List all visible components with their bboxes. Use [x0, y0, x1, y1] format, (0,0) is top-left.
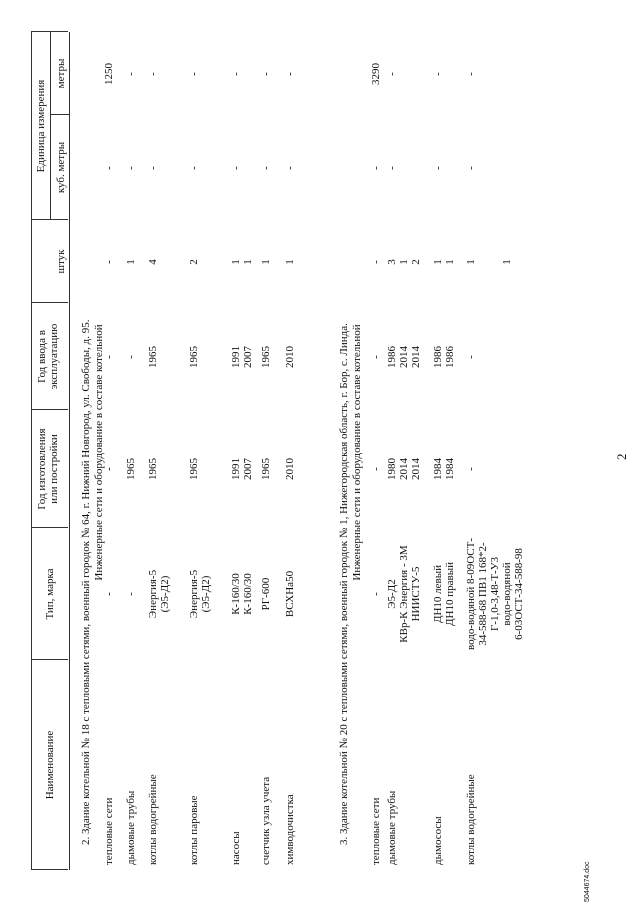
cell-commission: - — [465, 355, 477, 359]
cell-m3: - — [188, 166, 200, 170]
cell-type: К-160/30 — [242, 573, 254, 615]
cell-type: ВСХНа50 — [284, 570, 296, 618]
cell-commission: 1991 — [230, 346, 242, 368]
header-year-commission-2: эксплуатацию — [48, 323, 60, 390]
row-name: котлы водогрейные — [147, 774, 159, 865]
cell-m: - — [284, 72, 296, 76]
row-name: химводочистка — [284, 794, 296, 865]
row-name: насосы — [230, 831, 242, 865]
cell-m3: - — [370, 166, 382, 170]
cell-pcs: 1 — [284, 259, 296, 265]
cell-pcs: 1 — [242, 259, 254, 265]
cell-m3: - — [284, 166, 296, 170]
cell-pcs: 1 — [465, 259, 477, 265]
cell-type: (Э5-Д2) — [200, 575, 212, 613]
row-name: дымососы — [432, 816, 444, 865]
cell-commission: - — [370, 355, 382, 359]
cell-type: К-160/30 — [230, 573, 242, 615]
cell-m3: - — [147, 166, 159, 170]
cell-type: КВр-К Энергия - 3М — [398, 545, 410, 643]
header-units: Единица измерения — [35, 79, 47, 173]
cell-commission: 1986 — [432, 346, 444, 368]
cell-m3: - — [386, 166, 398, 170]
header-name: Наименование — [44, 730, 56, 800]
file-id: 5044674.doc — [584, 861, 591, 902]
cell-commission: 1965 — [188, 346, 200, 368]
cell-made: 1965 — [260, 458, 272, 480]
row-name: счетчик узла учета — [260, 776, 272, 865]
cell-made: - — [465, 467, 477, 471]
cell-pcs: 2 — [188, 259, 200, 265]
cell-pcs: 1 — [432, 259, 444, 265]
cell-m: 1250 — [103, 63, 115, 85]
units-divider — [50, 32, 51, 220]
cell-pcs: 1 — [125, 259, 137, 265]
header-bottom-border — [69, 32, 70, 870]
cell-pcs: 1 — [230, 259, 242, 265]
cell-made: 1965 — [147, 458, 159, 480]
header-type: Тип, марка — [44, 568, 56, 620]
cell-m3: - — [465, 166, 477, 170]
cell-made: 2014 — [410, 458, 422, 480]
cell-pcs: 1 — [398, 259, 410, 265]
header-unit-m: метры — [55, 58, 67, 89]
cell-pcs: 4 — [147, 259, 159, 265]
cell-m: - — [465, 72, 477, 76]
cell-m: 3290 — [370, 63, 382, 85]
cell-commission: 1965 — [260, 346, 272, 368]
header-year-commission-1: Год ввода в — [36, 330, 48, 383]
header-year-made-1: Год изготовления — [36, 428, 48, 510]
cell-type: - — [370, 592, 382, 596]
cell-type: водо-водяной 8-09ОСТ- — [465, 538, 477, 651]
cell-type: водо-водяной — [501, 562, 513, 626]
cell-pcs: - — [103, 260, 115, 264]
cell-type: - — [125, 592, 137, 596]
cell-made: 1984 — [444, 458, 456, 480]
cell-type: 34-588-68 ПВ1 168*2- — [477, 542, 489, 646]
cell-commission: 2007 — [242, 346, 254, 368]
cell-made: 1980 — [386, 458, 398, 480]
cell-commission: - — [103, 355, 115, 359]
cell-pcs: 3 — [386, 259, 398, 265]
cell-commission: 2014 — [398, 346, 410, 368]
cell-m: - — [230, 72, 242, 76]
row-name: дымовые трубы — [386, 790, 398, 865]
cell-pcs: 1 — [260, 259, 272, 265]
cell-m: - — [386, 72, 398, 76]
cell-pcs: 1 — [501, 259, 513, 265]
cell-type: 6-03ОСТ-34-588-98 — [513, 548, 525, 640]
cell-m3: - — [260, 166, 272, 170]
row-name: тепловые сети — [370, 797, 382, 865]
cell-made: 2010 — [284, 458, 296, 480]
cell-m3: - — [103, 166, 115, 170]
row-name: котлы паровые — [188, 795, 200, 865]
cell-type: НИИСТУ-5 — [410, 566, 422, 622]
cell-made: 1984 — [432, 458, 444, 480]
cell-m3: - — [432, 166, 444, 170]
row-name: дымовые трубы — [125, 790, 137, 865]
cell-made: 2007 — [242, 458, 254, 480]
cell-commission: 2010 — [284, 346, 296, 368]
cell-type: Энергия-5 — [188, 569, 200, 619]
cell-type: ДН10 левый — [432, 564, 444, 624]
cell-pcs: - — [370, 260, 382, 264]
cell-made: 1965 — [188, 458, 200, 480]
cell-type: Энергия-5 — [147, 569, 159, 619]
cell-made: 1991 — [230, 458, 242, 480]
row-name: тепловые сети — [103, 797, 115, 865]
cell-type: - — [103, 592, 115, 596]
section-title: 2. Здание котельной № 18 с тепловыми сетями, военный городок № 64, г. Нижний Новгород, ул. Свободы, д. 95. — [80, 319, 92, 845]
row-name: котлы водогрейные — [465, 774, 477, 865]
header-unit-pcs: штук — [55, 249, 67, 274]
section-subtitle: Инженерные сети и оборудование в составе котельной — [351, 324, 363, 581]
cell-m3: - — [230, 166, 242, 170]
cell-made: 1965 — [125, 458, 137, 480]
cell-commission: 1986 — [444, 346, 456, 368]
cell-m: - — [188, 72, 200, 76]
cell-commission: 2014 — [410, 346, 422, 368]
header-year-made-2: или постройки — [48, 434, 60, 504]
cell-type: (Э5-Д2) — [159, 575, 171, 613]
cell-commission: 1986 — [386, 346, 398, 368]
page-number: 2 — [614, 453, 629, 460]
cell-pcs: 2 — [410, 259, 422, 265]
cell-type: Э5-Д2 — [386, 579, 398, 609]
section-title: 3. Здание котельной № 20 с тепловыми сетями, военный городок № 1, Нижегородская область, г. Бор, с. Линда. — [338, 323, 350, 845]
cell-commission: - — [125, 355, 137, 359]
section-subtitle: Инженерные сети и оборудование в составе котельной — [93, 324, 105, 581]
cell-type: Г-1,0-3,48-Т-У3 — [489, 556, 501, 632]
cell-m3: - — [125, 166, 137, 170]
cell-made: - — [370, 467, 382, 471]
cell-commission: 1965 — [147, 346, 159, 368]
header-unit-m3: куб. метры — [55, 141, 67, 194]
cell-m: - — [125, 72, 137, 76]
cell-m: - — [432, 72, 444, 76]
cell-made: 2014 — [398, 458, 410, 480]
table-top-border — [31, 32, 32, 870]
cell-m: - — [147, 72, 159, 76]
cell-pcs: 1 — [444, 259, 456, 265]
cell-m: - — [260, 72, 272, 76]
cell-made: - — [103, 467, 115, 471]
cell-type: ДН10 правый — [444, 562, 456, 626]
cell-type: РГ-600 — [260, 577, 272, 611]
